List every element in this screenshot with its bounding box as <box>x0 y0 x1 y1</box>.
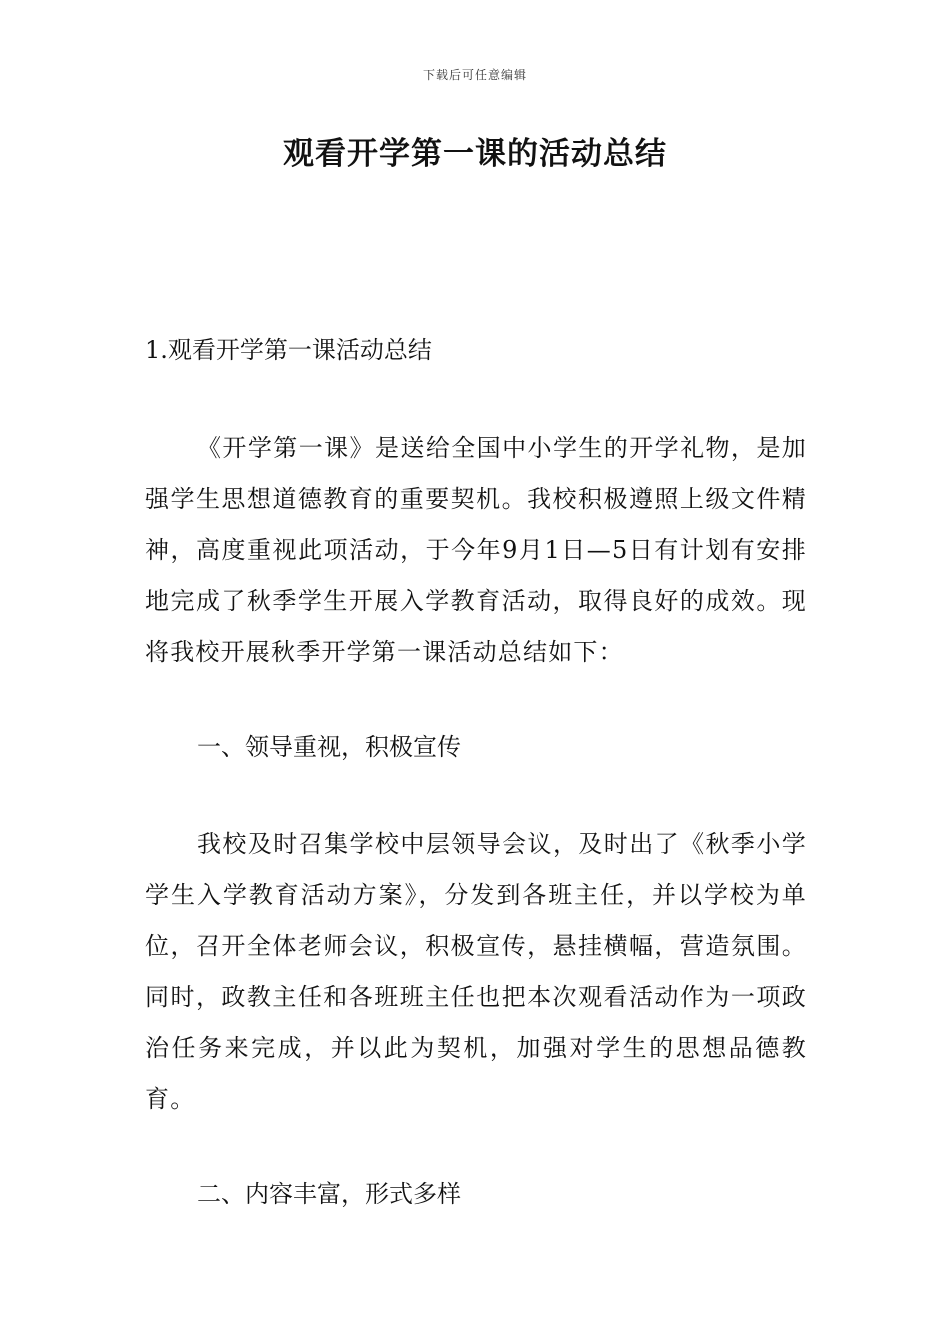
paragraph-leadership: 我校及时召集学校中层领导会议，及时出了《秋季小学学生入学教育活动方案》，分发到各班主任，并以学校为单位，召开全体老师会议，积极宣传，悬挂横幅，营造氛围。同时，政教主任和各班班主任也把本次观看活动作为一项政治任务来完成，并以此为契机，加强对学生的思想品德教育。 <box>145 830 807 1113</box>
section-heading: 1.观看开学第一课活动总结 <box>145 336 432 364</box>
paragraph-intro: 《开学第一课》是送给全国中小学生的开学礼物，是加强学生思想道德教育的重要契机。我校积极遵照上级文件精神，高度重视此项活动，于今年9月1日—5日有计划有安排地完成了秋季学生开展入学教育活动，取得良好的成效。现将我校开展秋季开学第一课活动总结如下： <box>145 434 807 666</box>
subheading-leadership: 一、领导重视，积极宣传 <box>197 733 461 761</box>
subheading-content: 二、内容丰富，形式多样 <box>197 1180 461 1208</box>
document-title: 观看开学第一课的活动总结 <box>283 136 667 172</box>
header-note: 下载后可任意编辑 <box>422 68 527 82</box>
